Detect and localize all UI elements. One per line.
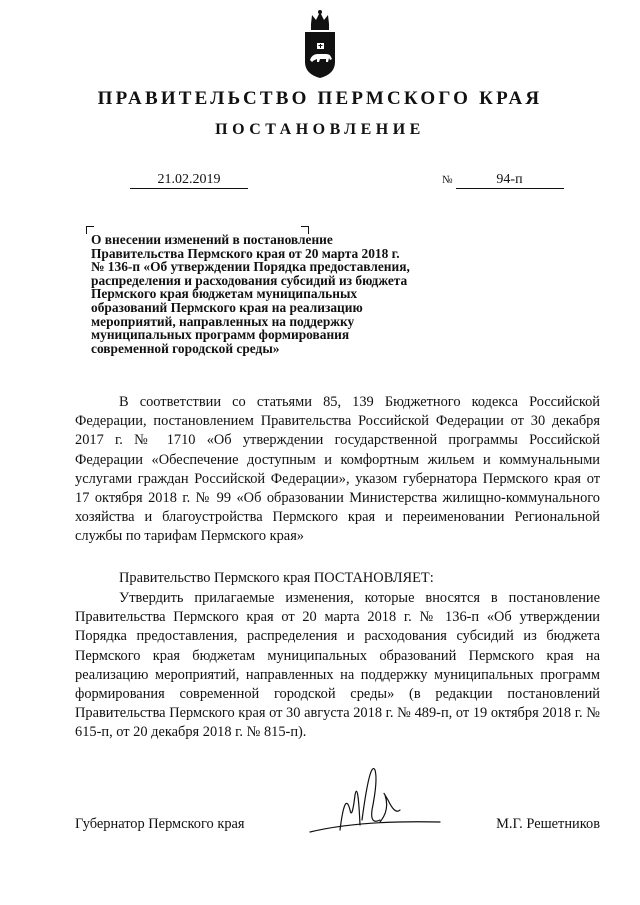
body-paragraph-decree: Правительство Пермского края ПОСТАНОВЛЯЕТ: [119,570,434,586]
subject-line: Правительства Пермского края от 20 марта 2018 г. [91,245,400,261]
subject-line: О внесении изменений в постановление [91,232,333,247]
document-type: ПОСТАНОВЛЕНИЕ [215,121,425,138]
subject-line: муниципальных программ формирования [91,327,350,343]
coat-of-arms-icon [302,10,338,80]
subject-line: образований Пермского края на реализацию [91,299,363,315]
subject-line: № 136-п «Об утверждении Порядка предоставления, [91,259,410,275]
document-number [442,172,564,189]
number-value: 94-п [456,172,564,189]
subject-line: современной городской среды» [91,340,280,356]
signer-position: Губернатор Пермского края [75,816,245,832]
handwritten-signature [300,750,450,850]
number-sign: № [442,174,453,186]
government-name: ПРАВИТЕЛЬСТВО ПЕРМСКОГО КРАЯ [97,88,543,109]
body-paragraph-basis: В соответствии со статьями 85, 139 Бюджетного кодекса Российской Федерации, постановлением Правительства Российской Федерации от 30 декабря 2017 г. № 1710 «Об утверждении государственной программы Российской Федерации «Обеспечение доступным и комфортным жильем и коммунальными услугами граждан Российской Федерации», указом губернатора Пермского края от 17 октября 2018 г. № 99 «Об образовании Министерства жилищно-коммунального хозяйства и благоустройства Пермского края и переименовании Региональной службы по тарифам Пермского края» [75,394,600,545]
body-paragraph-approve: Утвердить прилагаемые изменения, которые вносятся в постановление Правительства Пермского края от 20 марта 2018 г. № 136-п «Об утверждении Порядка предоставления, распределения и расходования субсидий из бюджета Пермского края бюджетам муниципальных образований Пермского края на реализацию мероприятий, направленных на поддержку муниципальных программ формирования современной городской среды» (в редакции постановлений Правительства Пермского края от 30 августа 2018 г. № 489-п, от 19 октября 2018 г. № 615-п, от 20 декабря 2018 г. № 815-п). [75,590,600,741]
subject-line: распределения и расходования субсидий из бюджета [91,272,408,288]
subject-line: Пермского края бюджетам муниципальных [91,286,358,302]
document-subject [91,233,471,355]
document-date: 21.02.2019 [130,172,248,189]
signer-name: М.Г. Решетников [496,816,600,832]
subject-line: мероприятий, направленных на поддержку [91,313,355,329]
